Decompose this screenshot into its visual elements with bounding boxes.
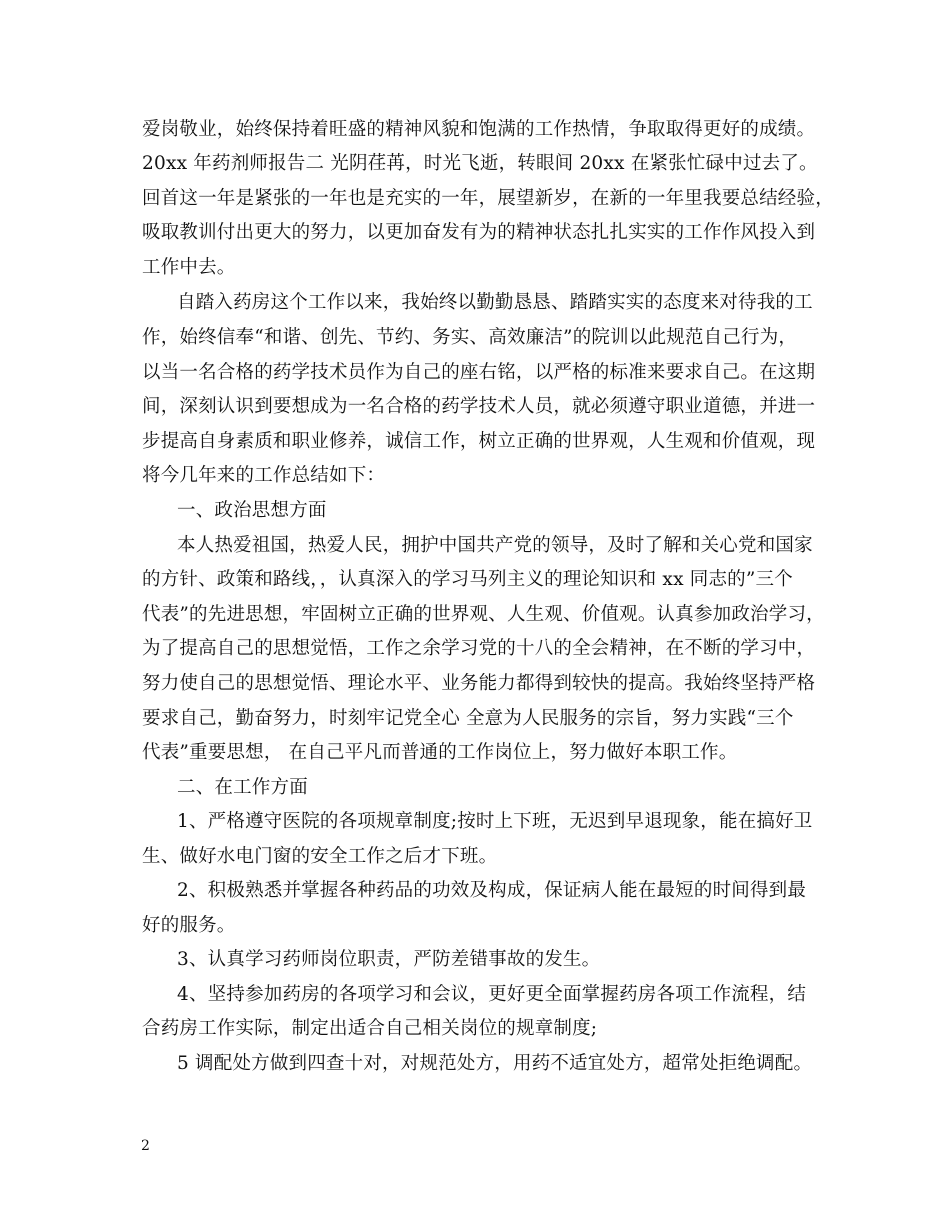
text-line: 努力使自己的思想觉悟、理论水平、业务能力都得到较快的提高。我始终坚持严格 (142, 673, 816, 694)
section-heading: 一、政治思想方面 (177, 500, 327, 521)
text-line: 生、做好水电门窗的安全工作之后才下班。 (142, 846, 498, 867)
text-line: 工作中去。 (142, 257, 236, 278)
page-number: 2 (141, 1138, 150, 1154)
text-line: 以当一名合格的药学技术员作为自己的座右铭，以严格的标准来要求自己。在这期 (142, 362, 816, 383)
text-line: 4、坚持参加药房的各项学习和会议，更好更全面掌握药房各项工作流程，结 (177, 984, 807, 1005)
section-heading: 二、在工作方面 (177, 777, 308, 798)
text-line: 2、积极熟悉并掌握各种药品的功效及构成，保证病人能在最短的时间得到最 (177, 880, 807, 901)
text-line: 为了提高自己的思想觉悟，工作之余学习党的十八的全会精神，在不断的学习中， (142, 638, 816, 659)
text-line: 代表”重要思想， 在自己平凡而普通的工作岗位上，努力做好本职工作。 (142, 742, 738, 763)
text-line: 合药房工作实际，制定出适合自己相关岗位的规章制度; (142, 1018, 598, 1039)
text-line: 自踏入药房这个工作以来，我始终以勤勤恳恳、踏踏实实的态度来对待我的工 (177, 292, 813, 313)
text-line: 作，始终信奉“和谐、创先、节约、务实、高效廉洁”的院训以此规范自己行为， (142, 327, 798, 348)
text-line: 回首这一年是紧张的一年也是充实的一年，展望新岁，在新的一年里我要总结经验， (142, 188, 834, 209)
text-line: 间，深刻认识到要想成为一名合格的药学技术人员，就必须遵守职业道德，并进一 (142, 396, 816, 417)
text-line: 将今几年来的工作总结如下： (142, 465, 386, 486)
text-line: 1、严格遵守医院的各项规章制度;按时上下班，无迟到早退现象，能在搞好卫 (177, 811, 813, 832)
text-line: 要求自己，勤奋努力，时刻牢记党全心 全意为人民服务的宗旨，努力实践“三个 (142, 708, 794, 729)
text-line: 步提高自身素质和职业修养，诚信工作，树立正确的世界观，人生观和价值观，现 (142, 431, 816, 452)
text-line: 代表”的先进思想，牢固树立正确的世界观、人生观、价值观。认真参加政治学习， (142, 604, 825, 625)
text-line: 的方针、政策和路线，，认真深入的学习马列主义的理论知识和 xx 同志的”三个 (142, 569, 793, 590)
text-line: 5 调配处方做到四查十对，对规范处方，用药不适宜处方，超常处拒绝调配。 (177, 1053, 813, 1074)
text-line: 吸取教训付出更大的努力，以更加奋发有为的精神状态扎扎实实的工作作风投入到 (142, 222, 816, 243)
text-line: 本人热爱祖国，热爱人民，拥护中国共产党的领导，及时了解和关心党和国家 (177, 535, 813, 556)
text-line: 3、认真学习药师岗位职责，严防差错事故的发生。 (177, 949, 601, 970)
text-line: 20xx 年药剂师报告二 光阴荏苒，时光飞逝，转眼间 20xx 在紧张忙碌中过去了。 (142, 153, 818, 174)
text-line: 爱岗敬业，始终保持着旺盛的精神风貌和饱满的工作热情，争取取得更好的成绩。 (142, 119, 816, 140)
text-line: 好的服务。 (142, 915, 236, 936)
